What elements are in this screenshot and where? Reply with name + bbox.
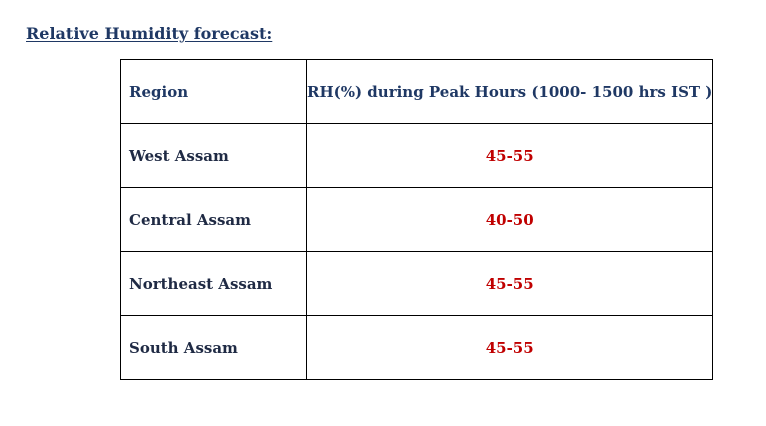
rh-value-cell: 45-55 bbox=[307, 316, 713, 380]
table-row bbox=[121, 252, 713, 316]
forecast-heading: Relative Humidity forecast: bbox=[26, 24, 273, 43]
region-cell: Central Assam bbox=[121, 188, 307, 252]
humidity-forecast-table bbox=[120, 59, 713, 380]
table-row bbox=[121, 316, 713, 380]
rh-value-cell: 40-50 bbox=[307, 188, 713, 252]
table-row bbox=[121, 188, 713, 252]
region-cell: West Assam bbox=[121, 124, 307, 188]
table-row bbox=[121, 124, 713, 188]
region-cell: South Assam bbox=[121, 316, 307, 380]
rh-value-cell: 45-55 bbox=[307, 252, 713, 316]
header-rh: RH(%) during Peak Hours (1000- 1500 hrs IST ) bbox=[307, 60, 713, 124]
region-cell: Northeast Assam bbox=[121, 252, 307, 316]
table-header-row bbox=[121, 60, 713, 124]
rh-value-cell: 45-55 bbox=[307, 124, 713, 188]
header-region: Region bbox=[121, 60, 307, 124]
